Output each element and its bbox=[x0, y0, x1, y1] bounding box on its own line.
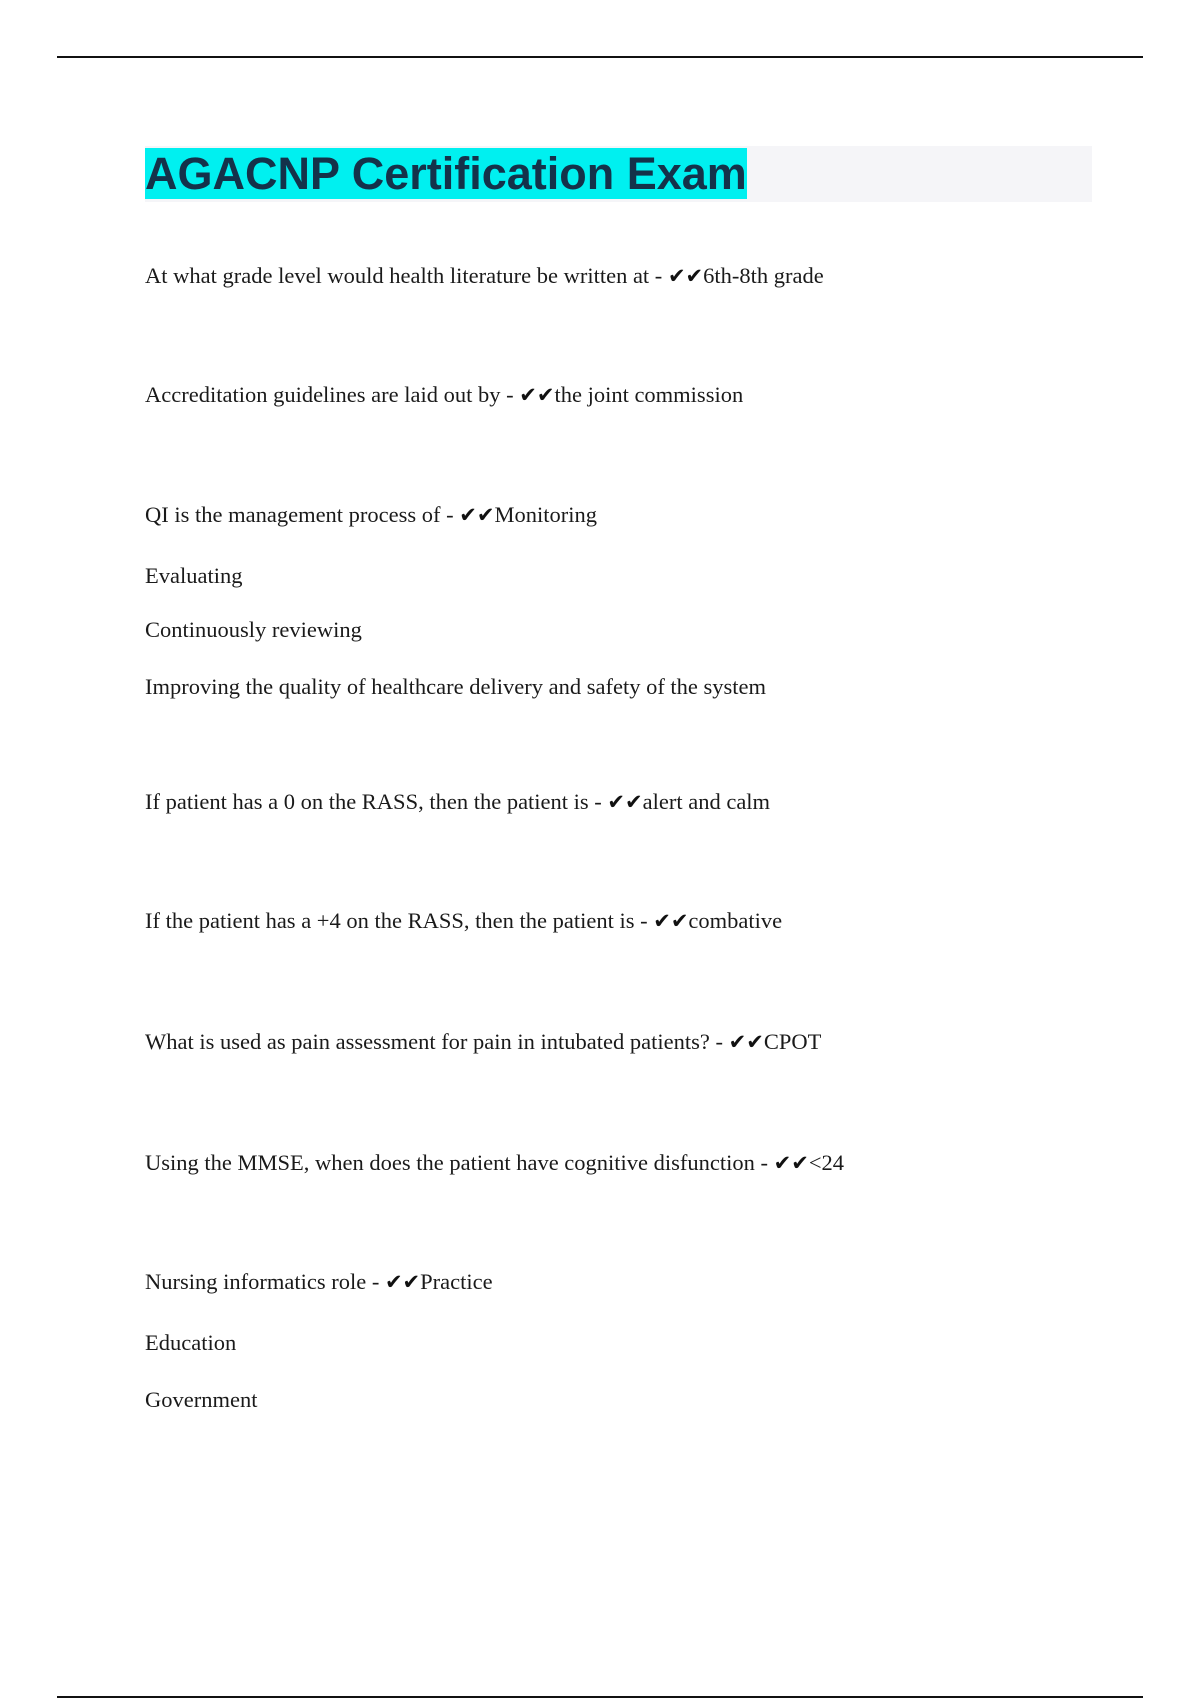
answer-text: CPOT bbox=[763, 1029, 822, 1054]
qa-item bbox=[145, 262, 824, 290]
check-icon: ✔✔ bbox=[773, 1151, 809, 1175]
question-text: Nursing informatics role - bbox=[145, 1269, 385, 1294]
page-title bbox=[145, 146, 749, 202]
answer-continuation: Evaluating bbox=[145, 563, 243, 588]
answer-continuation: Continuously reviewing bbox=[145, 617, 362, 642]
qa-item bbox=[145, 907, 782, 935]
answer-text: 6th-8th grade bbox=[703, 263, 824, 288]
answer-text: alert and calm bbox=[642, 789, 771, 814]
answer-continuation: Improving the quality of healthcare delivery and safety of the system bbox=[145, 674, 767, 699]
question-text: If the patient has a +4 on the RASS, then the patient is - bbox=[145, 908, 654, 933]
bottom-rule bbox=[57, 1696, 1143, 1698]
qa-item bbox=[145, 501, 597, 529]
qa-item bbox=[145, 381, 743, 409]
check-icon: ✔✔ bbox=[667, 264, 704, 288]
qa-item bbox=[145, 1268, 493, 1296]
answer-text: Practice bbox=[420, 1269, 493, 1294]
answer-continuation: Government bbox=[145, 1387, 258, 1412]
question-text: At what grade level would health literature be written at - bbox=[145, 263, 668, 288]
answer-continuation: Education bbox=[145, 1330, 237, 1355]
qa-item bbox=[145, 788, 770, 816]
check-icon: ✔✔ bbox=[607, 790, 643, 814]
answer-text: combative bbox=[688, 908, 783, 933]
question-text: QI is the management process of - bbox=[145, 502, 460, 527]
check-icon: ✔✔ bbox=[459, 503, 495, 527]
answer-text: the joint commission bbox=[554, 382, 744, 407]
answer-text: <24 bbox=[808, 1150, 845, 1175]
check-icon: ✔✔ bbox=[519, 383, 555, 407]
check-icon: ✔✔ bbox=[653, 909, 689, 933]
top-rule bbox=[57, 56, 1143, 58]
answer-text: Monitoring bbox=[494, 502, 597, 527]
question-text: Using the MMSE, when does the patient have cognitive disfunction - bbox=[145, 1150, 774, 1175]
check-icon: ✔✔ bbox=[384, 1270, 421, 1294]
title-highlight: AGACNP Certification Exam bbox=[145, 148, 747, 199]
question-text: Accreditation guidelines are laid out by - bbox=[145, 382, 520, 407]
question-text: If patient has a 0 on the RASS, then the patient is - bbox=[145, 789, 608, 814]
question-text: What is used as pain assessment for pain in intubated patients? - bbox=[145, 1029, 729, 1054]
qa-item bbox=[145, 1149, 844, 1177]
qa-item bbox=[145, 1028, 821, 1056]
check-icon: ✔✔ bbox=[728, 1030, 764, 1054]
